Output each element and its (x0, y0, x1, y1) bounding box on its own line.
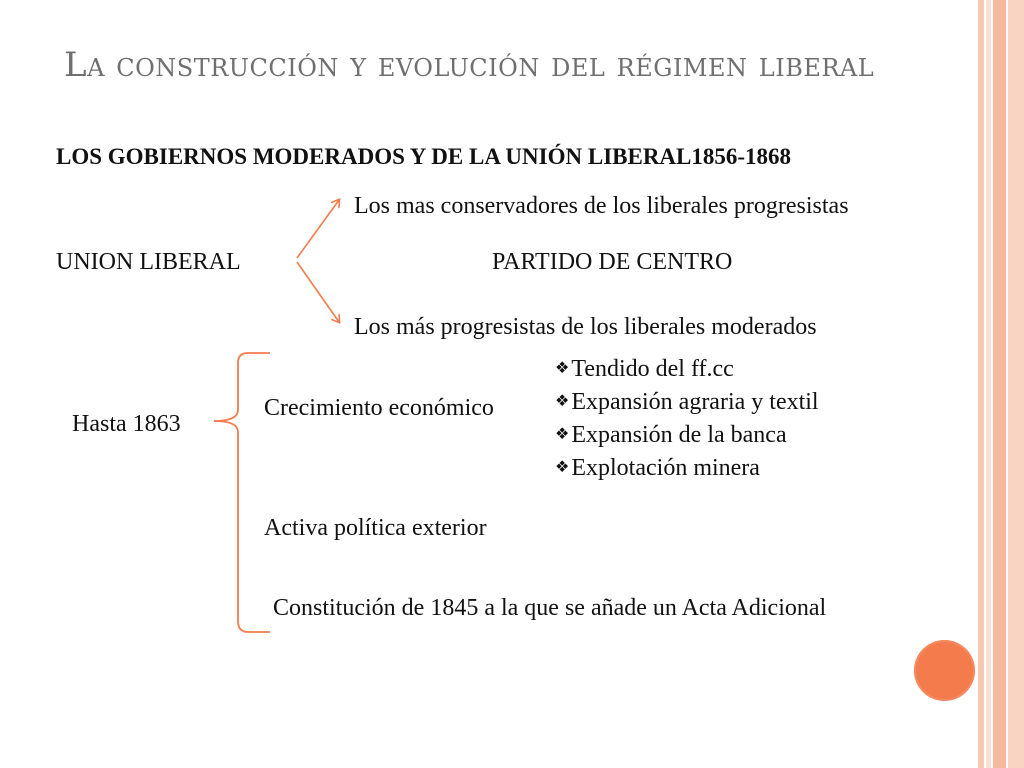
list-item: ❖Tendido del ff.cc (555, 356, 734, 382)
slide-title: La construcción y evolución del régimen liberal (64, 45, 875, 85)
diamond-bullet-icon: ❖ (555, 391, 570, 410)
union-liberal-label: UNION LIBERAL (56, 249, 241, 275)
slide-subheading: LOS GOBIERNOS MODERADOS Y DE LA UNIÓN LIBERAL1856-1868 (56, 144, 792, 169)
diamond-bullet-icon: ❖ (555, 424, 570, 443)
union-branch-bottom: Los más progresistas de los liberales moderados (354, 314, 817, 340)
period-brace (214, 353, 270, 632)
diamond-bullet-icon: ❖ (555, 358, 570, 377)
arrow-down-connector (297, 262, 339, 322)
economic-growth-label: Crecimiento económico (264, 395, 494, 421)
arrow-up-connector (297, 200, 339, 258)
list-item: ❖Expansión de la banca (555, 422, 787, 448)
period-label: Hasta 1863 (72, 411, 181, 437)
foreign-policy-label: Activa política exterior (264, 515, 487, 541)
party-center-label: PARTIDO DE CENTRO (492, 249, 733, 275)
diamond-bullet-icon: ❖ (555, 457, 570, 476)
constitution-label: Constitución de 1845 a la que se añade un Acta Adicional (273, 595, 827, 621)
list-item: ❖Expansión agraria y textil (555, 389, 819, 415)
union-branch-top: Los mas conservadores de los liberales progresistas (354, 193, 849, 219)
list-item: ❖Explotación minera (555, 455, 760, 481)
decorative-circle (914, 640, 975, 701)
economic-growth-bullets (555, 352, 819, 484)
